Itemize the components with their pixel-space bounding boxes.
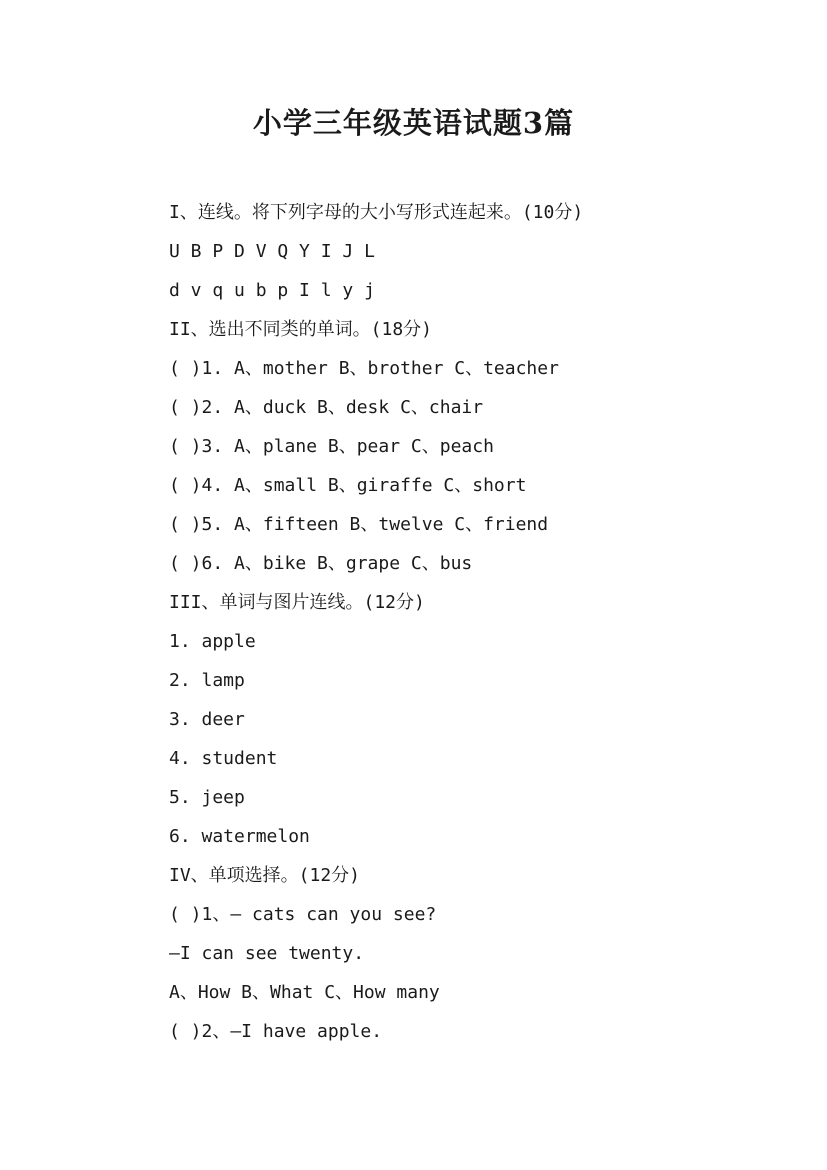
uppercase-letters-row: U B P D V Q Y I J L: [169, 241, 375, 262]
word-item: 2. lamp: [169, 670, 245, 691]
word-item: 4. student: [169, 748, 278, 769]
answer-line: —I can see twenty.: [169, 943, 365, 964]
lowercase-letters-row: d v q u b p I l y j: [169, 280, 375, 301]
question-line: ( )6. A、bike B、grape C、bus: [169, 553, 473, 574]
options-line: A、How B、What C、How many: [169, 982, 440, 1003]
word-item: 6. watermelon: [169, 826, 310, 847]
word-item: 5. jeep: [169, 787, 245, 808]
question-line: ( )4. A、small B、giraffe C、short: [169, 475, 527, 496]
section-heading-2: II、选出不同类的单词。(18分): [169, 319, 433, 340]
question-line: ( )2. A、duck B、desk C、chair: [169, 397, 484, 418]
question-line: ( )3. A、plane B、pear C、peach: [169, 436, 494, 457]
section-heading-3: III、单词与图片连线。(12分): [169, 592, 425, 613]
question-line: ( )5. A、fifteen B、twelve C、friend: [169, 514, 549, 535]
word-item: 1. apple: [169, 631, 256, 652]
question-line: ( )2、—I have apple.: [169, 1021, 383, 1042]
document-body: [169, 193, 789, 1051]
document-title: 小学三年级英语试题3篇: [252, 106, 575, 140]
word-item: 3. deer: [169, 709, 245, 730]
section-heading-1: I、连线。将下列字母的大小写形式连起来。(10分): [169, 202, 584, 223]
section-heading-4: IV、单项选择。(12分): [169, 865, 361, 886]
question-line: ( )1、— cats can you see?: [169, 904, 437, 925]
question-line: ( )1. A、mother B、brother C、teacher: [169, 358, 559, 379]
